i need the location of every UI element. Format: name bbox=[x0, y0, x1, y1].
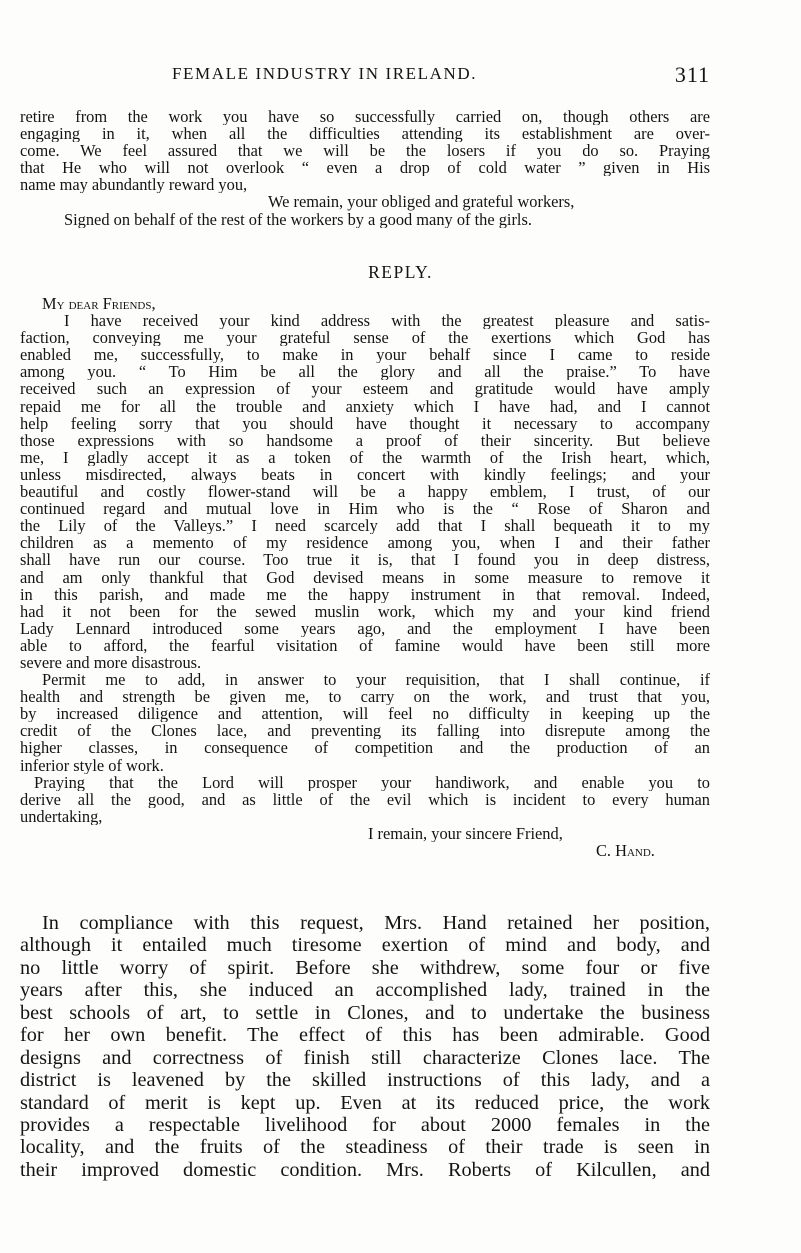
text-line: I have received your kind address with the greatest pleasure and satis- bbox=[64, 312, 710, 330]
text-line: continued regard and mutual love in Him who is the “ Rose of Sharon and bbox=[20, 500, 710, 518]
text-line: derive all the good, and as little of the evil which is incident to every human bbox=[20, 790, 710, 808]
body-paragraph bbox=[20, 912, 710, 1181]
reply-salutation: My dear Friends, bbox=[42, 295, 156, 313]
text-line: enabled me, successfully, to make in your behalf since I came to reside bbox=[20, 346, 710, 364]
text-line: locality, and the fruits of the steadiness of their trade is seen in bbox=[20, 1136, 710, 1159]
text-line: had it not been for the sewed muslin work, which my and your kind friend bbox=[20, 602, 710, 620]
text-line: that He who will not overlook “ even a drop of cold water ” given in His bbox=[20, 159, 710, 177]
text-line: unless misdirected, always beats in concert with kindly feelings; and your bbox=[20, 465, 710, 484]
text-line: for her own benefit. The effect of this has been admirable. Good bbox=[20, 1024, 710, 1047]
page-number: 311 bbox=[674, 62, 710, 87]
running-head bbox=[20, 62, 710, 88]
text-line: Permit me to add, in answer to your requisition, that I shall continue, if bbox=[42, 671, 710, 689]
text-line: and am only thankful that God devised means in some measure to remove it bbox=[20, 568, 710, 586]
text-line: in this parish, and made me the happy instrument in that removal. Indeed, bbox=[20, 585, 710, 603]
text-line: me, I gladly accept it as a token of the warmth of the Irish heart, which, bbox=[20, 448, 710, 466]
address-signed: Signed on behalf of the rest of the workers by a good many of the girls. bbox=[64, 210, 532, 228]
text-line: faction, conveying me your grateful sense of the exertions which God has bbox=[20, 329, 710, 347]
text-line: those expressions with so handsome a proof of their sincerity. But believe bbox=[20, 431, 710, 449]
address-signoff: We remain, your obliged and grateful workers, bbox=[268, 193, 575, 211]
text-line: repaid me for all the trouble and anxiety which I have had, and I cannot bbox=[20, 397, 710, 415]
reply-heading: REPLY. bbox=[368, 262, 433, 282]
text-line: inferior style of work. bbox=[20, 756, 164, 774]
reply-letter bbox=[20, 295, 710, 859]
text-line: higher classes, in consequence of competition and the production of an bbox=[20, 739, 710, 757]
text-line: credit of the Clones lace, and preventing its falling into disrepute among the bbox=[20, 722, 710, 740]
text-line: standard of merit is kept up. Even at its reduced price, the work bbox=[20, 1091, 710, 1114]
reply-closing: I remain, your sincere Friend, bbox=[368, 824, 563, 842]
text-line: beautiful and costly flower-stand will be a happy emblem, I trust, of our bbox=[20, 483, 710, 501]
text-line: district is leavened by the skilled instructions of this lady, and a bbox=[20, 1069, 710, 1092]
text-line: In compliance with this request, Mrs. Hand retained her position, bbox=[42, 912, 710, 934]
text-line: undertaking, bbox=[20, 807, 103, 825]
text-line: best schools of art, to settle in Clones, and to undertake the business bbox=[20, 1001, 710, 1024]
text-line: name may abundantly reward you, bbox=[20, 176, 248, 194]
text-line: provides a respectable livelihood for about 2000 females in the bbox=[20, 1113, 710, 1136]
running-title: FEMALE INDUSTRY IN IRELAND. bbox=[172, 64, 478, 83]
text-line: health and strength be given me, to carry on the work, and trust that you, bbox=[20, 688, 710, 706]
text-line: come. We feel assured that we will be the losers if you do so. Praying bbox=[20, 142, 710, 160]
address-closing bbox=[20, 108, 710, 228]
text-line: among you. “ To Him be all the glory and all the praise.” To have bbox=[20, 363, 710, 381]
text-line: years after this, she induced an accomplished lady, trained in the bbox=[20, 979, 710, 1002]
text-line: Praying that the Lord will prosper your handiwork, and enable you to bbox=[34, 773, 710, 791]
text-line: able to afford, the fearful visitation of famine would have been still more bbox=[20, 636, 710, 654]
text-line: engaging in it, when all the difficulties attending its establishment are over- bbox=[20, 125, 710, 143]
text-line: the Lily of the Valleys.” I need scarcely add that I shall bequeath it to my bbox=[20, 517, 710, 535]
text-line: help feeling sorry that you should have thought it necessary to accompany bbox=[20, 414, 710, 432]
text-line: their improved domestic condition. Mrs. Roberts of Kilcullen, and bbox=[20, 1158, 710, 1181]
text-line: severe and more disastrous. bbox=[20, 653, 202, 672]
text-line: designs and correctness of finish still characterize Clones lace. The bbox=[20, 1046, 710, 1069]
text-line: retire from the work you have so successfully carried on, though others are bbox=[20, 108, 710, 126]
text-line: shall have run our course. Too true it is, that I found you in deep distress, bbox=[20, 551, 710, 569]
text-line: no little worry of spirit. Before she withdrew, some four or five bbox=[20, 956, 710, 979]
text-line: children as a memento of my residence among you, when I and their father bbox=[20, 534, 710, 552]
text-line: although it entailed much tiresome exertion of mind and body, and bbox=[20, 934, 710, 957]
reply-signature: C. Hand. bbox=[596, 842, 655, 860]
text-line: by increased diligence and attention, will feel no difficulty in keeping up the bbox=[20, 705, 710, 723]
text-line: received such an expression of your esteem and gratitude would have amply bbox=[20, 380, 710, 398]
text-line: Lady Lennard introduced some years ago, and the employment I have been bbox=[20, 619, 710, 637]
